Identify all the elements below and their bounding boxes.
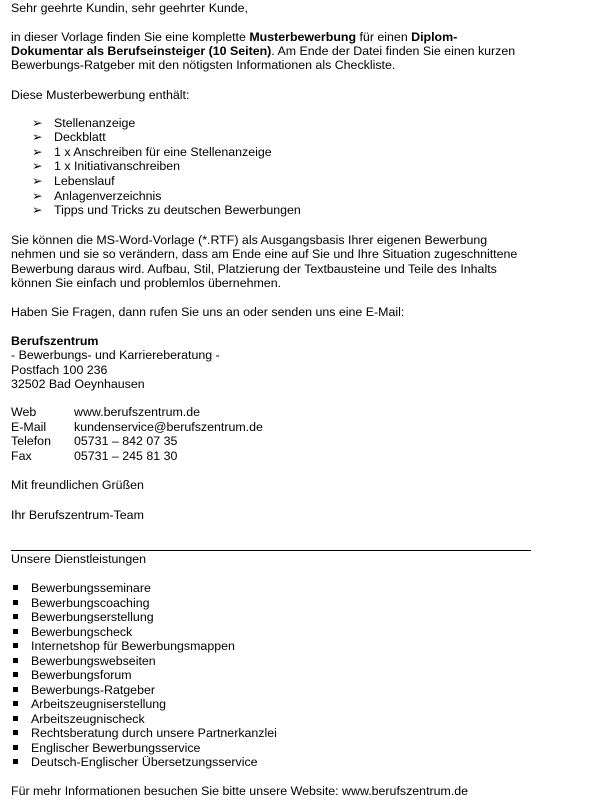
square-bullet-icon [13, 629, 18, 634]
company-tagline: - Bewerbungs- und Karriereberatung - [11, 348, 220, 362]
template-text-line: Sie können die MS-Word-Vorlage (*.RTF) als Ausgangsbasis Ihrer eigenen Bewerbung [11, 233, 488, 247]
questions-text: Haben Sie Fragen, dann rufen Sie uns an oder senden uns eine E-Mail: [11, 305, 405, 319]
square-bullet-icon [13, 585, 18, 590]
list-item: ➢ Stellenanzeige [32, 116, 136, 130]
square-bullet-icon [13, 730, 18, 735]
company-po-box: Postfach 100 236 [11, 363, 108, 377]
company-name: Berufszentrum [11, 334, 99, 348]
contact-row-fax [11, 449, 177, 464]
contact-label: Fax [11, 449, 32, 463]
list-item: ➢ Tipps und Tricks zu deutschen Bewerbungen [32, 203, 301, 217]
list-item: Arbeitszeugnischeck [13, 712, 145, 727]
contact-label: Web [11, 405, 37, 419]
footer-note: Für mehr Informationen besuchen Sie bitte unsere Website: www.berufszentrum.de [11, 784, 469, 798]
arrow-bullet-icon: ➢ [32, 174, 43, 188]
template-text-line: Bewerbung daraus wird. Aufbau, Stil, Platzierung der Textbausteine und Teile des Inhalts [11, 262, 497, 276]
square-bullet-icon [13, 745, 18, 750]
square-bullet-icon [13, 658, 18, 663]
square-bullet-icon [13, 687, 18, 692]
list-item: Bewerbungscoaching [13, 596, 149, 611]
contact-label: E-Mail [11, 420, 47, 434]
arrow-bullet-icon: ➢ [32, 203, 43, 217]
intro-text: . Am Ende der Datei finden Sie einen kurzen [271, 44, 516, 58]
square-bullet-icon [13, 600, 18, 605]
signature: Ihr Berufszentrum-Team [11, 508, 144, 522]
list-item: ➢ Deckblatt [32, 130, 106, 144]
intro-text: für einen [356, 30, 412, 44]
contact-value[interactable]: www.berufszentrum.de [74, 405, 201, 419]
list-item: Rechtsberatung durch unsere Partnerkanzlei [13, 726, 277, 741]
template-text-line: können Sie einfach und problemlos übernehmen. [11, 276, 282, 290]
list-item: Bewerbungsseminare [13, 581, 151, 596]
list-item: Englischer Bewerbungsservice [13, 741, 200, 756]
intro-bold: Musterbewerbung [249, 30, 357, 44]
intro-line-1 [11, 30, 457, 45]
divider [11, 550, 531, 551]
square-bullet-icon [13, 643, 18, 648]
list-item: Bewerbungs-Ratgeber [13, 683, 155, 698]
arrow-bullet-icon: ➢ [32, 189, 43, 203]
square-bullet-icon [13, 672, 18, 677]
list-item: Deutsch-Englischer Übersetzungsservice [13, 755, 258, 770]
list-item: Bewerbungscheck [13, 625, 132, 640]
contents-heading: Diese Musterbewerbung enthält: [11, 88, 190, 102]
company-city: 32502 Bad Oeynhausen [11, 377, 145, 391]
template-text-line: nehmen und sie so verändern, dass am Ende eine auf Sie und Ihre Situation zugeschnittene [11, 247, 518, 261]
arrow-bullet-icon: ➢ [32, 130, 43, 144]
square-bullet-icon [13, 701, 18, 706]
arrow-bullet-icon: ➢ [32, 145, 43, 159]
intro-line-3: Bewerbungs-Ratgeber mit den nötigsten Informationen als Checkliste. [11, 58, 396, 72]
contact-value[interactable]: kundenservice@berufszentrum.de [74, 420, 263, 434]
contact-row-phone [11, 434, 177, 449]
list-item: ➢ 1 x Initiativanschreiben [32, 159, 181, 173]
square-bullet-icon [13, 759, 18, 764]
square-bullet-icon [13, 614, 18, 619]
list-item: Bewerbungsforum [13, 668, 132, 683]
contact-value: 05731 – 245 81 30 [74, 449, 178, 463]
arrow-bullet-icon: ➢ [32, 116, 43, 130]
list-item: ➢ 1 x Anschreiben für eine Stellenanzeige [32, 145, 272, 159]
arrow-bullet-icon: ➢ [32, 159, 43, 173]
intro-text: in dieser Vorlage finden Sie eine komplette [11, 30, 250, 44]
list-item: ➢ Anlagenverzeichnis [32, 189, 162, 203]
services-heading: Unsere Dienstleistungen [11, 552, 146, 566]
list-item: ➢ Lebenslauf [32, 174, 115, 188]
intro-line-2 [11, 44, 515, 59]
list-item: Arbeitszeugniserstellung [13, 697, 166, 712]
contact-row-web [11, 405, 200, 420]
list-item: Internetshop für Bewerbungsmappen [13, 639, 235, 654]
list-item: Bewerbungswebseiten [13, 654, 156, 669]
greeting: Sehr geehrte Kundin, sehr geehrter Kunde, [11, 1, 248, 15]
closing: Mit freundlichen Grüßen [11, 478, 144, 492]
contact-value: 05731 – 842 07 35 [74, 434, 178, 448]
intro-bold: Dokumentar als Berufseinsteiger (10 Seiten) [11, 44, 272, 58]
contact-label: Telefon [11, 434, 51, 448]
contact-row-email [11, 420, 263, 435]
square-bullet-icon [13, 716, 18, 721]
list-item: Bewerbungserstellung [13, 610, 154, 625]
intro-bold: Diplom- [411, 30, 458, 44]
